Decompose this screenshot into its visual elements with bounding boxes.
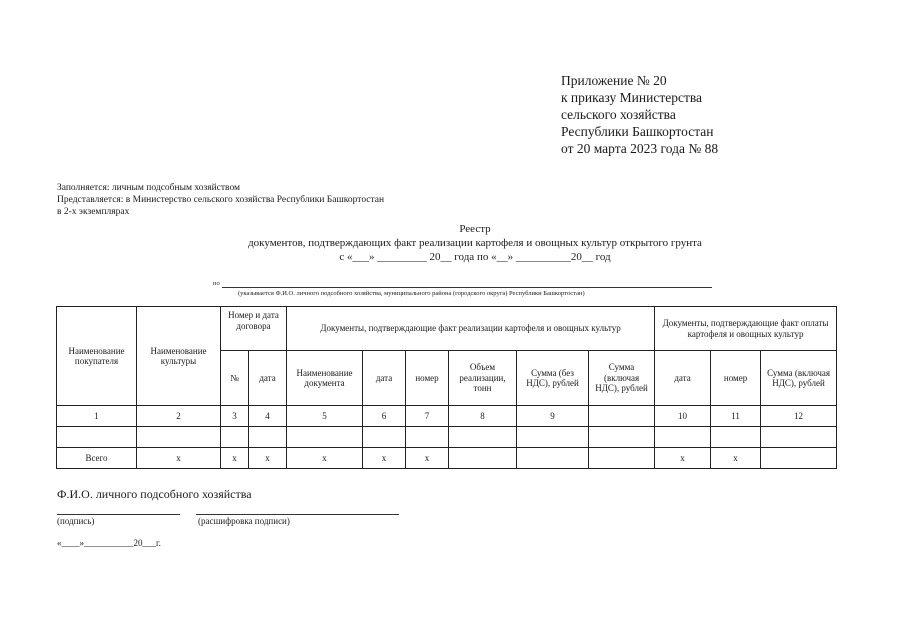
total-cell — [517, 448, 589, 469]
header-contract-no: № — [221, 351, 249, 406]
col-number — [589, 406, 655, 427]
table-cell — [221, 427, 249, 448]
header-contract-date: дата — [249, 351, 287, 406]
table-cell — [363, 427, 406, 448]
po-hint: (указывается Ф.И.О. личного подсобного хозяйства, муниципального района (городского округа) Республики Башкортостан) — [238, 290, 585, 297]
table-cell — [517, 427, 589, 448]
table-cell — [137, 427, 221, 448]
col-number: 10 — [655, 406, 711, 427]
header-sum-without-vat: Сумма (без НДС), рублей — [517, 351, 589, 406]
header-volume: Объем реализации, тонн — [449, 351, 517, 406]
signature-decode-line — [196, 514, 399, 515]
appendix-number: Приложение № 20 — [561, 73, 667, 88]
po-underline — [222, 287, 712, 288]
header-contract: Номер и дата договора — [221, 307, 287, 351]
document-heading: Реестр — [459, 223, 491, 235]
table-cell — [711, 427, 761, 448]
column-numbers-row — [57, 406, 837, 427]
col-number: 1 — [57, 406, 137, 427]
col-number: 12 — [761, 406, 837, 427]
table-cell — [287, 427, 363, 448]
total-cell: х — [287, 448, 363, 469]
table-cell — [761, 427, 837, 448]
po-label: по — [213, 280, 220, 287]
header-payment-date: дата — [655, 351, 711, 406]
total-cell: х — [249, 448, 287, 469]
col-number: 5 — [287, 406, 363, 427]
total-cell: х — [221, 448, 249, 469]
col-number: 3 — [221, 406, 249, 427]
header-sum-with-vat: Сумма (включая НДС), рублей — [589, 351, 655, 406]
total-cell — [589, 448, 655, 469]
total-cell: х — [406, 448, 449, 469]
signature-decode-label: (расшифровка подписи) — [198, 516, 290, 526]
appendix-date: от 20 марта 2023 года № 88 — [561, 141, 719, 156]
header-buyer: Наименование покупателя — [57, 307, 137, 406]
col-number: 4 — [249, 406, 287, 427]
total-cell: х — [363, 448, 406, 469]
title-block — [150, 222, 800, 264]
signature-line — [57, 514, 180, 515]
appendix-block — [561, 72, 718, 157]
header-payment-sum: Сумма (включая НДС), рублей — [761, 351, 837, 406]
header-doc-name: Наименование документа — [287, 351, 363, 406]
filled-by: Заполняется: личным подсобным хозяйством — [57, 183, 241, 193]
col-number: 7 — [406, 406, 449, 427]
col-number: 2 — [137, 406, 221, 427]
table-cell — [655, 427, 711, 448]
total-cell — [449, 448, 517, 469]
header-sale-number: номер — [406, 351, 449, 406]
total-cell: х — [711, 448, 761, 469]
header-sale-docs: Документы, подтверждающие факт реализации картофеля и овощных культур — [287, 307, 655, 351]
table-cell — [249, 427, 287, 448]
document-subtitle: документов, подтверждающих факт реализации картофеля и овощных культур открытого грунта — [248, 237, 702, 249]
header-payment-docs: Документы, подтверждающие факт оплаты картофеля и овощных культур — [655, 307, 837, 351]
header-payment-number: номер — [711, 351, 761, 406]
signature-date-line: «____»___________20___г. — [57, 538, 161, 548]
col-number: 11 — [711, 406, 761, 427]
registry-table — [56, 306, 837, 469]
table-cell — [406, 427, 449, 448]
total-cell: х — [655, 448, 711, 469]
header-crop: Наименование культуры — [137, 307, 221, 406]
total-label: Всего — [57, 448, 137, 469]
total-row — [57, 448, 837, 469]
header-row-1 — [57, 307, 837, 351]
appendix-ministry: сельского хозяйства — [561, 107, 676, 122]
appendix-order: к приказу Министерства — [561, 90, 703, 105]
table-cell — [57, 427, 137, 448]
col-number: 9 — [517, 406, 589, 427]
meta-block — [57, 182, 384, 218]
header-sale-date: дата — [363, 351, 406, 406]
table-cell — [449, 427, 517, 448]
empty-data-row — [57, 427, 837, 448]
signature-title: Ф.И.О. личного подсобного хозяйства — [57, 487, 252, 501]
signature-label: (подпись) — [57, 516, 95, 526]
submitted-to: Представляется: в Министерство сельского хозяйства Республики Башкортостан — [57, 195, 385, 205]
copies: в 2-х экземплярах — [57, 207, 130, 217]
col-number: 8 — [449, 406, 517, 427]
total-cell — [761, 448, 837, 469]
period-line: с «___» _________ 20__ года по «__» __________20__ год — [339, 251, 611, 263]
total-cell: х — [137, 448, 221, 469]
appendix-republic: Республики Башкортостан — [561, 124, 714, 139]
col-number: 6 — [363, 406, 406, 427]
table-cell — [589, 427, 655, 448]
